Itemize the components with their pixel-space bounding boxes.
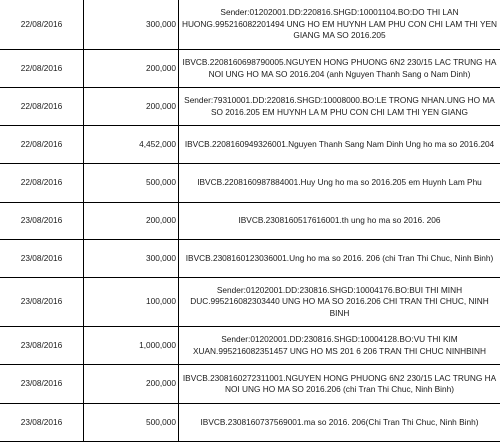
description-cell: IBVCB.2308160123036001.Ung ho ma so 2016. 206 (chi Tran Thi Chuc, Ninh Binh) [179, 240, 500, 278]
table-row [0, 126, 500, 164]
description-cell: Sender:01202001.DD:230816.SHGD:10004176.BO:BUI THI MINH DUC.995216082303440 UNG HO MA SO 2016.206 CHI TRAN THI CHUC, NINH BINH [179, 278, 500, 327]
date-cell: 23/08/2016 [0, 327, 84, 365]
amount-cell: 200,000 [84, 50, 179, 88]
description-cell: IBVCB.2208160698790005.NGUYEN HONG PHUONG 6N2 230/15 LAC TRUNG HA NOI UNG HO MA SO 2016.204 (anh Nguyen Thanh Sang o Nam Dinh) [179, 50, 500, 88]
amount-cell: 4,452,000 [84, 126, 179, 164]
date-cell: 22/08/2016 [0, 88, 84, 126]
description-cell: Sender:79310001.DD:220816.SHGD:10008000.BO:LE TRONG NHAN.UNG HO MA SO 2016.205 EM HUYNH LA M PHU CON CHI LAM THI YEN GIANG [179, 88, 500, 126]
date-cell: 22/08/2016 [0, 126, 84, 164]
table-row [0, 88, 500, 126]
table-row [0, 50, 500, 88]
date-cell: 22/08/2016 [0, 0, 84, 50]
amount-cell: 500,000 [84, 164, 179, 203]
amount-cell: 300,000 [84, 240, 179, 278]
amount-cell: 1,000,000 [84, 327, 179, 365]
description-cell: IBVCB.2308160517616001.th ung ho ma so 2016. 206 [179, 203, 500, 240]
table-row [0, 164, 500, 203]
table-row [0, 0, 500, 50]
amount-cell: 500,000 [84, 404, 179, 442]
description-cell: IBVCB.2308160272311001.NGUYEN HONG PHUONG 6N2 230/15 LAC TRUNG HA NOI UNG HO MA SO 2016.206 (chi Tran Thi Chuc, Ninh Binh) [179, 365, 500, 404]
date-cell: 23/08/2016 [0, 404, 84, 442]
description-cell: Sender:01202001.DD:220816.SHGD:10001104.BO:DO THI LAN HUONG.995216082201494 UNG HO EM HUYNH LAM PHU CON CHI LAM THI YEN GIANG MA SO 2016.205 [179, 0, 500, 50]
description-cell: IBVCB.2308160737569001.ma so 2016. 206(Chi Tran Thi Chuc, Ninh Binh) [179, 404, 500, 442]
table-row [0, 327, 500, 365]
amount-cell: 300,000 [84, 0, 179, 50]
date-cell: 23/08/2016 [0, 278, 84, 327]
description-cell: IBVCB.2208160949326001.Nguyen Thanh Sang Nam Dinh Ung ho ma so 2016.204 [179, 126, 500, 164]
table-row [0, 240, 500, 278]
amount-cell: 100,000 [84, 278, 179, 327]
amount-cell: 200,000 [84, 88, 179, 126]
description-cell: IBVCB.2208160987884001.Huy Ung ho ma so 2016.205 em Huynh Lam Phu [179, 164, 500, 203]
date-cell: 23/08/2016 [0, 365, 84, 404]
amount-cell: 200,000 [84, 203, 179, 240]
table-row [0, 404, 500, 442]
date-cell: 22/08/2016 [0, 50, 84, 88]
description-cell: Sender:01202001.DD:230816.SHGD:10004128.BO:VU THI KIM XUAN.995216082351457 UNG HO MS 201 6 206 TRAN THI CHUC NINHBINH [179, 327, 500, 365]
table-row [0, 365, 500, 404]
date-cell: 22/08/2016 [0, 164, 84, 203]
date-cell: 23/08/2016 [0, 240, 84, 278]
table-row [0, 203, 500, 240]
table-row [0, 278, 500, 327]
date-cell: 23/08/2016 [0, 203, 84, 240]
amount-cell: 200,000 [84, 365, 179, 404]
